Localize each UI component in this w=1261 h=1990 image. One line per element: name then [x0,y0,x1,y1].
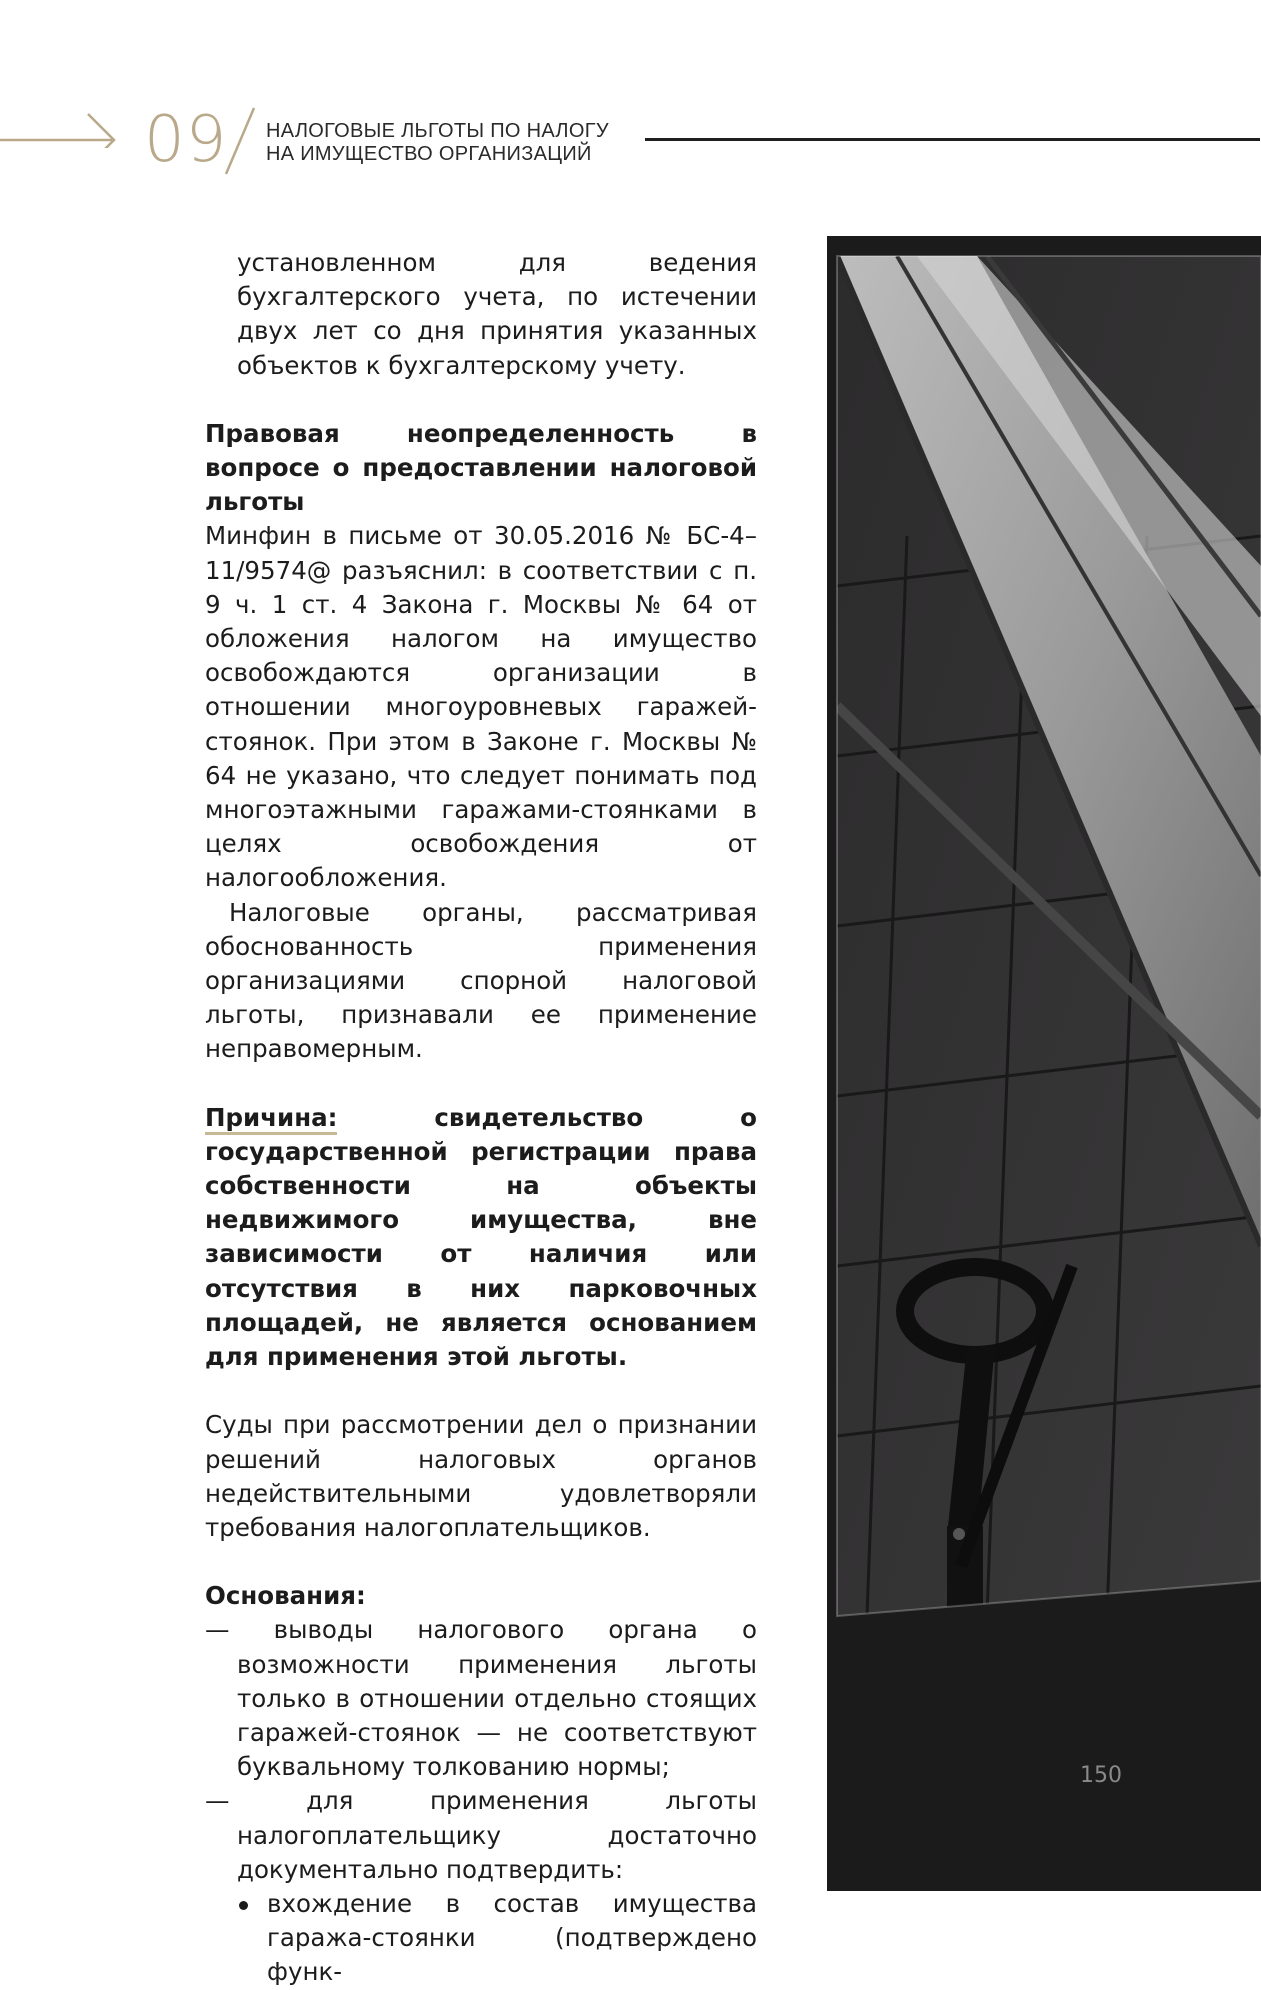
building-facade-image [827,236,1261,1891]
page-number: 150 [1080,1763,1122,1788]
chapter-title-line2: НА ИМУЩЕСТВО ОРГАНИЗАЦИЙ [266,143,592,165]
list-item: — выводы налогового органа о возможности применения льготы только в отношении отдельно стоящих гаражей-стоянок — не соответствуют буквальному толкованию нормы; [205,1615,757,1782]
paragraph: Налоговые органы, рассматривая обоснованность применения организациями спорной налоговой льготы, признавали ее применение неправомерным. [205,897,757,1064]
intro-continuation: установленном для ведения бухгалтерского учета, по истечении двух лет со дня принятия указанных объектов к бухгалтерскому учету. [237,248,757,380]
arrow-right-icon [0,108,120,148]
paragraph: Минфин в письме от 30.05.2016 № БС-4–11/9574@ разъяснил: в соответствии с п. 9 ч. 1 ст. 4 Закона г. Москвы № 64 от обложения налогом на имущество освобождаются организации в отношении многоуровневых гаражей-стоянок. При этом в Законе г. Москвы № 64 не указано, что следует понимать под многоэтажными гаражами-стоянками в целях освобождения от налогообложения. [205,521,757,893]
chapter-number: 09 [144,103,228,177]
chapter-title-line1: НАЛОГОВЫЕ ЛЬГОТЫ ПО НАЛОГУ [266,120,609,142]
list-item: — для применения льготы налогоплательщику достаточно документально подтвердить: [205,1786,757,1884]
reason-statement [205,1101,757,1375]
architecture-photo [827,236,1261,1891]
header-rule [645,138,1260,141]
grounds-heading: Основания: [205,1581,366,1611]
reason-label: Причина: [205,1103,337,1135]
section-heading: Правовая неопределенность в вопросе о предоставлении налоговой льготы [205,418,757,517]
main-text [205,246,757,1990]
bullet-list-item [205,1887,757,1990]
bullet-icon [239,1901,248,1910]
slash-divider-icon [222,106,258,176]
chapter-title [266,120,609,166]
paragraph: Суды при рассмотрении дел о признании решений налоговых органов недействительными удовлетворяли требования налогоплательщиков. [205,1410,757,1542]
reason-text: свидетельство о государственной регистрации права собственности на объекты недвижимого имущества, вне зависимости от наличия или отсутствия в них парковочных площадей, не является основанием для применения этой льготы. [205,1102,757,1372]
bullet-text: вхождение в состав имущества гаража-стоянки (подтверждено функ- [267,1888,757,1987]
